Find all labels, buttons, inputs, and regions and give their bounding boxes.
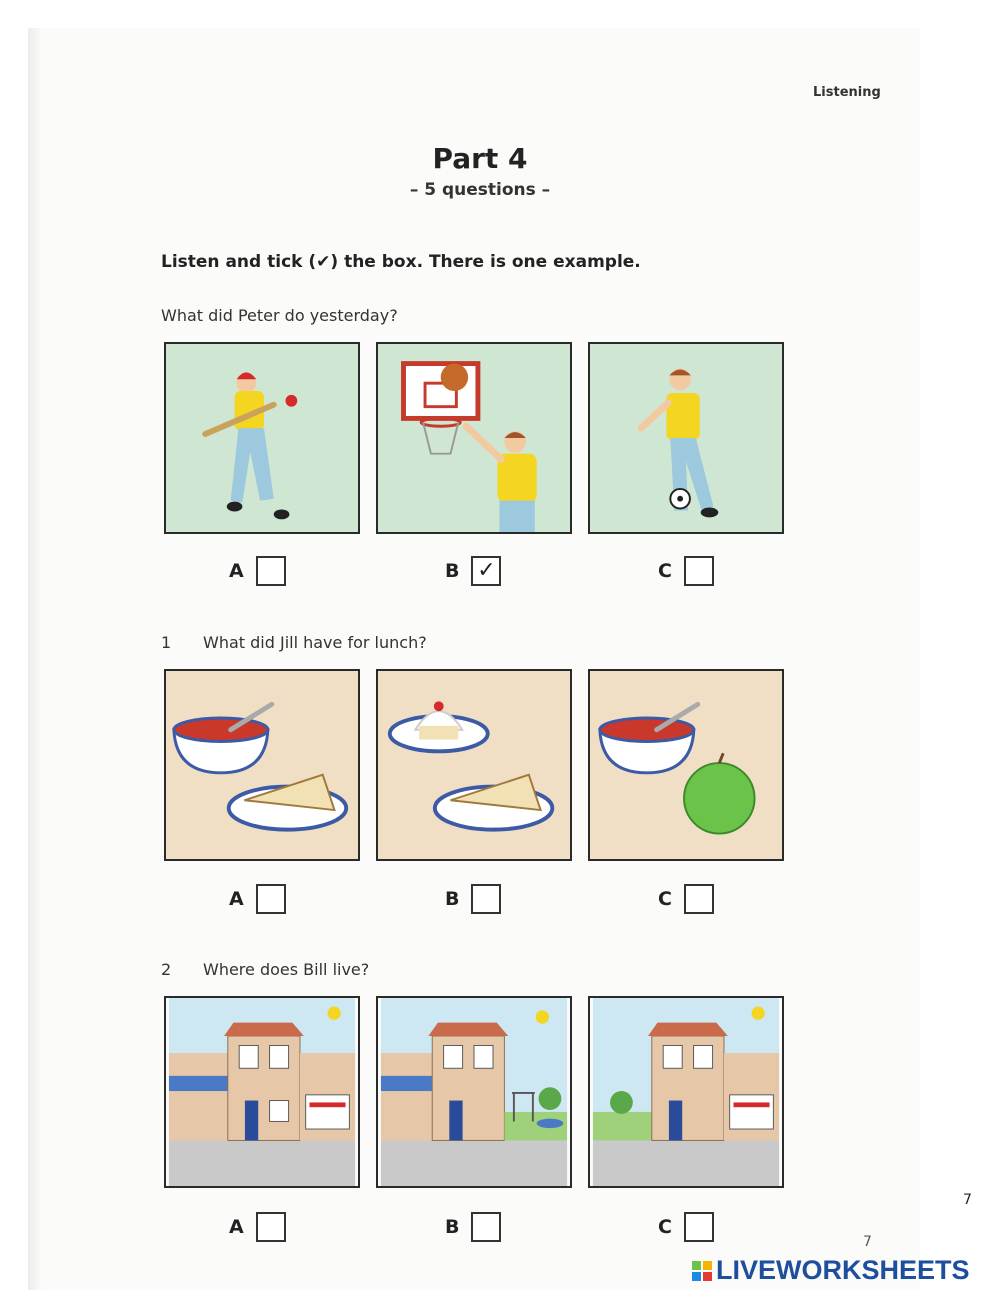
example-question: What did Peter do yesterday?	[161, 306, 398, 325]
tick-box[interactable]	[256, 1212, 286, 1242]
option-letter: A	[229, 560, 244, 582]
question-2	[161, 960, 369, 979]
question-text: Where does Bill live?	[203, 960, 370, 979]
part-title: Part 4	[432, 142, 528, 175]
example-option-c	[658, 556, 714, 586]
q2-option-b	[445, 1212, 501, 1242]
question-1	[161, 633, 427, 652]
section-header: Listening	[813, 85, 881, 100]
picture-soup-and-sandwich	[164, 669, 360, 861]
tick-box[interactable]	[471, 1212, 501, 1242]
liveworksheets-logo	[692, 1255, 970, 1286]
tick-box[interactable]	[684, 1212, 714, 1242]
q1-option-c	[658, 884, 714, 914]
picture-house-next-to-toy-shop	[588, 996, 784, 1188]
tick-box-checked[interactable]: ✓	[471, 556, 501, 586]
picture-soup-and-apple	[588, 669, 784, 861]
picture-house-next-to-playground	[376, 996, 572, 1188]
instruction-text: Listen and tick (✔) the box. There is one example.	[161, 252, 641, 272]
part-subtitle: – 5 questions –	[409, 180, 551, 200]
logo-text: LIVEWORKSHEETS	[716, 1255, 970, 1285]
option-letter: B	[445, 888, 460, 910]
option-letter: A	[229, 888, 244, 910]
tick-box[interactable]	[471, 884, 501, 914]
tick-box[interactable]	[256, 556, 286, 586]
page-number-corner: 7	[863, 1234, 872, 1250]
option-letter: C	[658, 1216, 672, 1238]
question-number: 2	[161, 960, 172, 979]
picture-boy-playing-baseball	[164, 342, 360, 534]
picture-house-between-shops	[164, 996, 360, 1188]
tick-box[interactable]	[684, 556, 714, 586]
picture-boy-playing-football	[588, 342, 784, 534]
page-number: 7	[963, 1192, 972, 1208]
tick-box[interactable]	[684, 884, 714, 914]
question-text: What did Jill have for lunch?	[203, 633, 427, 652]
example-option-b	[445, 556, 501, 586]
q1-option-b	[445, 884, 501, 914]
example-option-a	[229, 556, 286, 586]
logo-grid-icon	[692, 1261, 712, 1281]
picture-cake-and-sandwich	[376, 669, 572, 861]
option-letter: B	[445, 1216, 460, 1238]
option-letter: C	[658, 888, 672, 910]
question-number: 1	[161, 633, 172, 652]
option-letter: B	[445, 560, 460, 582]
option-letter: C	[658, 560, 672, 582]
q1-option-a	[229, 884, 286, 914]
option-letter: A	[229, 1216, 244, 1238]
tick-box[interactable]	[256, 884, 286, 914]
picture-boy-playing-basketball	[376, 342, 572, 534]
q2-option-c	[658, 1212, 714, 1242]
q2-option-a	[229, 1212, 286, 1242]
